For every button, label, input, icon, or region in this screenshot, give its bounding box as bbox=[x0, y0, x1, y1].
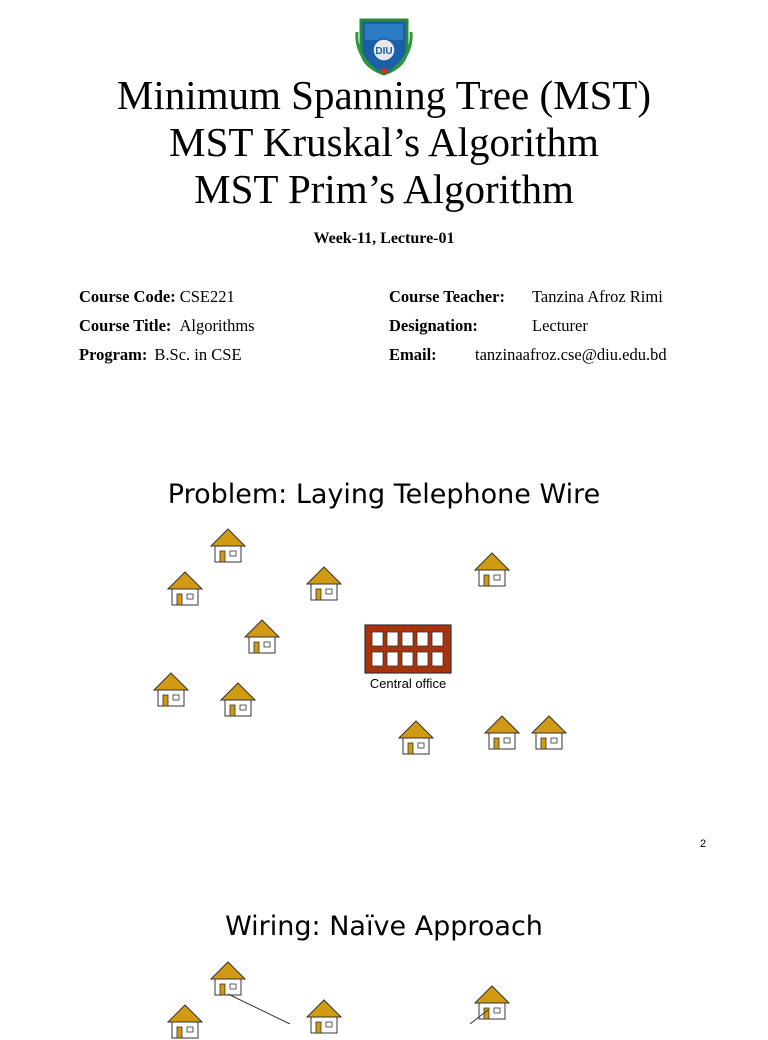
designation-label: Designation: bbox=[389, 316, 478, 335]
week-lecture: Week-11, Lecture-01 bbox=[313, 230, 455, 247]
title-line-1: Minimum Spanning Tree (MST) bbox=[116, 72, 652, 118]
teacher-label: Course Teacher: bbox=[389, 287, 505, 306]
page-number: 2 bbox=[700, 838, 707, 850]
central-office-label: Central office bbox=[369, 676, 447, 691]
slide2-title: Problem: Laying Telephone Wire bbox=[167, 479, 601, 510]
email-value: tanzinaafroz.cse@diu.edu.bd bbox=[475, 345, 667, 364]
designation-value: Lecturer bbox=[532, 316, 588, 335]
course-code-label: Course Code: bbox=[79, 287, 176, 306]
title-line-2: MST Kruskal’s Algorithm bbox=[169, 119, 599, 165]
program-value: B.Sc. in CSE bbox=[154, 345, 242, 364]
teacher-value: Tanzina Afroz Rimi bbox=[532, 287, 663, 306]
course-code-value: CSE221 bbox=[179, 287, 235, 306]
slide3-title: Wiring: Naïve Approach bbox=[225, 911, 543, 942]
program-label: Program: bbox=[79, 345, 148, 364]
title-line-3: MST Prim’s Algorithm bbox=[194, 166, 574, 212]
course-title-label: Course Title: bbox=[79, 316, 172, 335]
email-label: Email: bbox=[389, 345, 437, 364]
course-title-value: Algorithms bbox=[179, 316, 255, 335]
logo-text: DIU bbox=[375, 46, 393, 57]
